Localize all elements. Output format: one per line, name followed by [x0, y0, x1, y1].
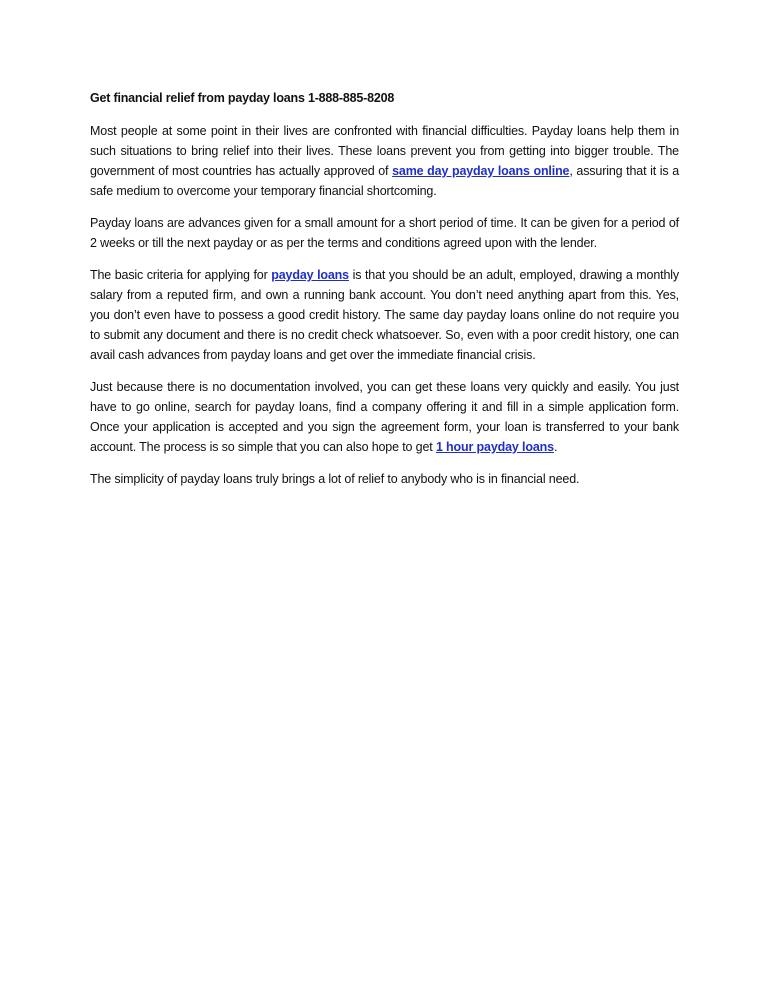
paragraph-4-text-after: . [553, 440, 558, 454]
paragraph-4-text-before: Just because there is no documentation involved, you can get these loans very quickly and easily. You just have to go online, search for payday loans, find a company offering it and fill in a simple application form. Once your application is accepted and you sign the agreement form, your loan is transferred to your bank account. The process is so simple that you can also hope to get [90, 380, 679, 454]
same-day-payday-loans-online-link[interactable]: same day payday loans online [392, 164, 570, 178]
paragraph-4 [90, 377, 679, 457]
one-hour-payday-loans-link[interactable]: 1 hour payday loans [435, 440, 554, 454]
paragraph-3-text-before: The basic criteria for applying for [90, 268, 272, 282]
document-page [90, 88, 679, 501]
document-title: Get financial relief from payday loans 1-888-885-8208 [90, 91, 395, 105]
paragraph-3 [90, 265, 679, 365]
payday-loans-link[interactable]: payday loans [271, 268, 349, 282]
paragraph-1-text-before: Most people at some point in their lives are confronted with financial difficulties. Payday loans help them in such situations to bring relief into their lives. These loans prevent you from getting into bigger trouble. The government of most countries has actually approved of [90, 124, 679, 178]
paragraph-1-text-after: , assuring that it is a safe medium to overcome your temporary financial shortcoming. [90, 164, 680, 198]
paragraph-1 [90, 121, 679, 201]
paragraph-3-text-after: is that you should be an adult, employed, drawing a monthly salary from a reputed firm, and own a running bank account. You don’t need anything apart from this. Yes, you don’t even have to possess a good credit history. The same day payday loans online do not require you to submit any document and there is no credit check whatsoever. So, even with a poor credit history, one can avail cash advances from payday loans and get over the immediate financial crisis. [90, 268, 680, 362]
paragraph-5: The simplicity of payday loans truly brings a lot of relief to anybody who is in financial need. [90, 472, 580, 486]
paragraph-2: Payday loans are advances given for a small amount for a short period of time. It can be given for a period of 2 weeks or till the next payday or as per the terms and conditions agreed upon with the lender. [90, 216, 679, 250]
